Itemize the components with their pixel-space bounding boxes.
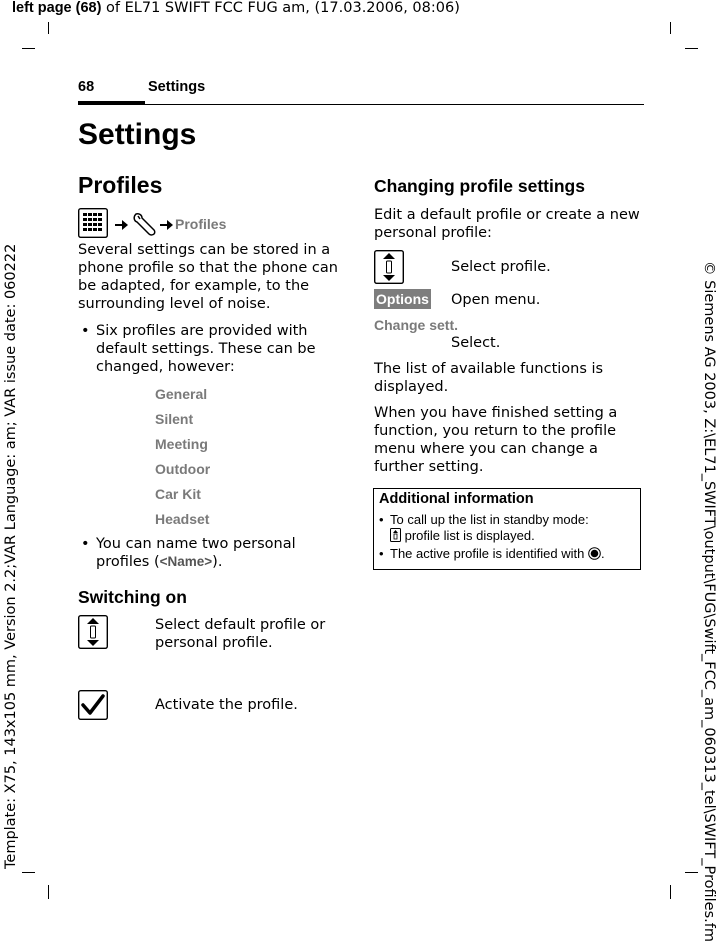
crop-mark [48, 22, 49, 34]
running-head-section: Settings [148, 79, 206, 95]
template-info-text: Template: X75, 143x105 mm, Version 2.2;VAR Language: am; VAR issue date: 060222 [3, 243, 19, 869]
bullet-dot: • [379, 546, 384, 561]
profile-list-item: Meeting [155, 436, 208, 452]
radio-dot-icon [588, 547, 601, 560]
page-number: 68 [78, 79, 95, 95]
page-title: Settings [78, 118, 197, 151]
profile-list-item: General [155, 386, 208, 402]
profile-list [155, 386, 210, 536]
changing-step-1: Select profile. [451, 259, 551, 275]
changing-heading: Changing profile settings [374, 176, 585, 196]
change-sett-menu-item: Change sett. [374, 317, 459, 333]
changing-step-2: Open menu. [451, 292, 541, 308]
profile-list-item: Silent [155, 411, 194, 427]
print-header-page: left page (68) [12, 0, 102, 16]
changing-para-1: The list of available functions is displayed. [374, 361, 604, 395]
switching-step-1: Select default profile or personal profile. [155, 617, 326, 651]
period: . [601, 546, 605, 561]
bullet-text-pre: You can name two personal profiles ( [96, 536, 296, 570]
menu-grid-icon [78, 208, 108, 238]
crop-mark [22, 872, 35, 873]
template-info [1, 0, 21, 869]
bullet-text-post: ). [212, 554, 223, 570]
arrow-right-icon [115, 219, 129, 231]
additional-info-item1-a: To call up the list in standby mode: [390, 512, 589, 527]
crop-mark [22, 48, 35, 49]
additional-info-item [379, 512, 634, 544]
nav-path-profiles: Profiles [175, 216, 227, 232]
crop-mark [48, 885, 49, 899]
additional-info-box [373, 488, 641, 570]
profiles-intro: Several settings can be stored in a phone profile so that the phone can be adapted, for example, to the surrounding level of noise. [78, 242, 338, 312]
menu-path [78, 208, 338, 238]
bullet-dot: • [81, 536, 90, 552]
profiles-heading: Profiles [78, 172, 163, 198]
copyright-info [699, 25, 719, 952]
nav-key-icon [78, 615, 108, 649]
wrench-icon [130, 210, 158, 238]
changing-para-2: When you have finished setting a function, you return to the profile menu where you can change a further setting. [374, 405, 618, 475]
bullet-item [78, 322, 342, 376]
profile-list-item: Outdoor [155, 461, 211, 477]
crop-mark [685, 48, 698, 49]
bullet-text: Six profiles are provided with default settings. These can be changed, however: [96, 323, 316, 375]
changing-step-3: Select. [451, 335, 501, 351]
additional-info-item2: The active profile is identified with [390, 546, 585, 561]
switching-step-2: Activate the profile. [155, 697, 298, 713]
name-placeholder: <Name> [159, 554, 213, 569]
switching-heading: Switching on [78, 587, 187, 607]
options-softkey-label: Options [376, 291, 429, 307]
bullet-dot: • [81, 323, 90, 339]
additional-info-item [379, 546, 634, 562]
header-rule [78, 104, 644, 105]
changing-intro: Edit a default profile or create a new personal profile: [374, 207, 640, 241]
options-softkey [374, 289, 431, 309]
additional-info-title: Additional information [379, 491, 534, 507]
nav-up-key-icon [390, 528, 401, 542]
additional-info-item1-b: profile list is displayed. [404, 528, 535, 543]
bullet-item [78, 535, 342, 571]
profile-list-item: Headset [155, 511, 210, 527]
checkmark-icon [78, 690, 108, 720]
crop-mark [670, 22, 671, 34]
bullet-dot: • [379, 512, 384, 527]
print-header-rest: of EL71 SWIFT FCC FUG am, (17.03.2006, 08:06) [101, 0, 460, 16]
copyright-info-text: © Siemens AG 2003, Z:\EL71_SWIFT\output\FUG\Swift_FCC_am_060313_tel\SWIFT_Profiles.fm [701, 261, 717, 942]
crop-mark [670, 885, 671, 899]
print-header [12, 0, 460, 16]
crop-mark [685, 872, 698, 873]
nav-key-icon [374, 250, 404, 284]
profile-list-item: Car Kit [155, 486, 201, 502]
arrow-right-icon [160, 219, 174, 231]
